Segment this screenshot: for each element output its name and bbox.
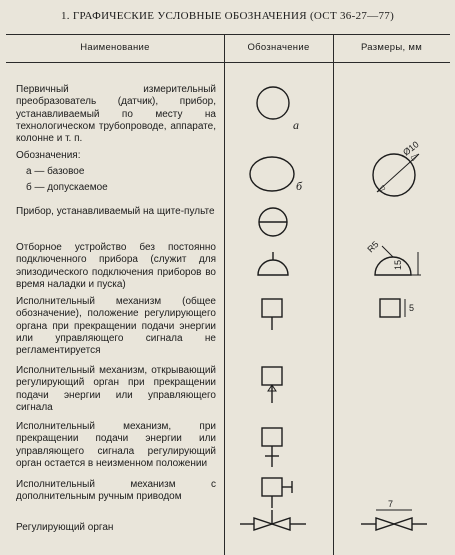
actuator-holding-symbol bbox=[262, 428, 282, 446]
table-title: 1. ГРАФИЧЕСКИЕ УСЛОВНЫЕ ОБОЗНАЧЕНИЯ (ОСТ 36-27—77) bbox=[60, 10, 395, 22]
actuator-manual-symbol bbox=[262, 478, 282, 496]
square-dim-text: 5 bbox=[409, 303, 415, 313]
row-item-allowed: б — допускаемое bbox=[26, 182, 108, 193]
actuator-opening-symbol bbox=[262, 367, 282, 385]
label-b: б bbox=[296, 179, 303, 193]
row-item-base: а — базовое bbox=[26, 166, 85, 177]
column-header-symbol: Обозначение bbox=[247, 42, 310, 53]
diameter-dim-text: Ø10 bbox=[401, 139, 421, 158]
row-text-panel-device: Прибор, устанавливаемый на щите-пульте bbox=[16, 206, 215, 217]
table-top-rule bbox=[6, 34, 450, 35]
row-text-actuator-holding: Исполнительный механизм, при прекращении подачи энергии или управляющего сигнала регулирующий орган остается в неизменном положении bbox=[16, 421, 216, 469]
row-text-sampling-device: Отборное устройство без постоянно подключенного прибора (служит для эпизодического подключения приборов во время наладки и пуска) bbox=[16, 242, 216, 290]
label-a: а bbox=[293, 118, 299, 132]
square-dim-shape bbox=[380, 299, 400, 317]
sizes-column bbox=[333, 70, 450, 555]
row-text-actuator-general: Исполнительный механизм (общее обозначение), положение регулирующего органа при прекращении подачи энергии или управляющего сигнала не регламентируется bbox=[16, 296, 216, 357]
row-text-actuator-opening: Исполнительный механизм, открывающий регулирующий орган при прекращении подачи энергии или управляющего сигнала bbox=[16, 365, 216, 413]
sampling-device-symbol bbox=[258, 260, 288, 275]
row-text-control-valve: Регулирующий орган bbox=[16, 522, 114, 533]
symbols-column bbox=[224, 70, 333, 555]
row-text-actuator-manual: Исполнительный механизм с дополнительным ручным приводом bbox=[16, 479, 216, 503]
row-text-sensor: Первичный измерительный преобразователь (датчик), прибор, устанавливаемый по месту на технологическом трубопроводе, аппарате, колонне и т. п. bbox=[16, 84, 216, 145]
control-valve-symbol bbox=[254, 518, 272, 530]
sensor-circle-symbol bbox=[257, 87, 289, 119]
actuator-general-symbol bbox=[262, 299, 282, 317]
height-dim-text: 15 bbox=[393, 259, 403, 270]
header-bottom-rule bbox=[6, 62, 450, 63]
radius-dim-text: R5 bbox=[365, 239, 381, 255]
column-header-sizes: Размеры, мм bbox=[360, 42, 423, 53]
row-heading-designations: Обозначения: bbox=[16, 150, 81, 161]
valve-dim-shape bbox=[376, 518, 394, 530]
column-header-name: Наименование bbox=[80, 42, 150, 53]
valve-dim-text: 7 bbox=[388, 499, 394, 509]
sensor-oval-symbol bbox=[250, 157, 294, 191]
